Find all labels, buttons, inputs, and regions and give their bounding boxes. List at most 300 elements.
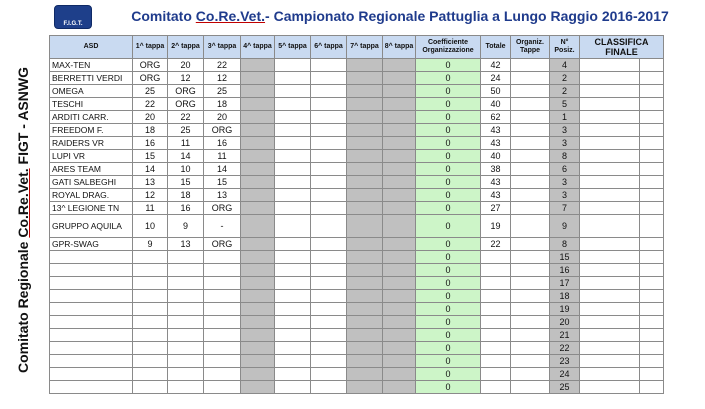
cell-tappa-4: [241, 238, 275, 251]
cell-tappa-1: 12: [133, 189, 168, 202]
cell-tappa-3: [204, 381, 241, 394]
header-tappa-1: 1^ tappa: [133, 36, 168, 59]
cell-asd: 13^ LEGIONE TN: [50, 202, 133, 215]
header-tappa-7: 7^ tappa: [347, 36, 383, 59]
cell-totale: [481, 381, 511, 394]
cell-tappa-7: [347, 202, 383, 215]
cell-tappa-2: [168, 355, 204, 368]
cell-tappa-6: [311, 163, 347, 176]
cell-coefficiente: 0: [416, 381, 481, 394]
cell-classifica-extra: [640, 98, 664, 111]
table-row: [50, 150, 664, 163]
cell-asd: ARDITI CARR.: [50, 111, 133, 124]
cell-tappa-5: [275, 215, 311, 238]
cell-tappa-5: [275, 290, 311, 303]
table-row: [50, 59, 664, 72]
cell-tappa-5: [275, 368, 311, 381]
cell-totale: 43: [481, 189, 511, 202]
cell-tappa-2: [168, 290, 204, 303]
header-tappa-5: 5^ tappa: [275, 36, 311, 59]
cell-classifica-extra: [640, 303, 664, 316]
cell-tappa-8: [383, 202, 416, 215]
cell-tappa-7: [347, 355, 383, 368]
cell-tappa-1: 13: [133, 176, 168, 189]
cell-tappa-1: [133, 290, 168, 303]
cell-classifica: [580, 176, 640, 189]
cell-classifica-extra: [640, 137, 664, 150]
cell-asd: BERRETTI VERDI: [50, 72, 133, 85]
cell-n-posiz: 3: [550, 124, 580, 137]
cell-asd: [50, 342, 133, 355]
cell-tappa-4: [241, 124, 275, 137]
cell-n-posiz: 3: [550, 176, 580, 189]
cell-n-posiz: 17: [550, 277, 580, 290]
cell-classifica: [580, 202, 640, 215]
cell-tappa-5: [275, 264, 311, 277]
cell-tappa-7: [347, 150, 383, 163]
cell-classifica-extra: [640, 238, 664, 251]
cell-classifica: [580, 215, 640, 238]
cell-tappa-3: [204, 264, 241, 277]
cell-tappa-2: 18: [168, 189, 204, 202]
header-classifica-finale: CLASSIFICA FINALE: [580, 36, 664, 59]
cell-asd: MAX-TEN: [50, 59, 133, 72]
cell-tappa-6: [311, 355, 347, 368]
cell-totale: [481, 303, 511, 316]
cell-asd: [50, 355, 133, 368]
header-row: [50, 36, 664, 59]
cell-tappa-1: [133, 303, 168, 316]
cell-asd: GPR-SWAG: [50, 238, 133, 251]
cell-tappa-3: 16: [204, 137, 241, 150]
table-row: [50, 342, 664, 355]
cell-tappa-6: [311, 85, 347, 98]
cell-tappa-7: [347, 215, 383, 238]
cell-totale: 19: [481, 215, 511, 238]
cell-tappa-6: [311, 238, 347, 251]
cell-tappa-5: [275, 137, 311, 150]
cell-tappa-3: [204, 329, 241, 342]
cell-classifica-extra: [640, 163, 664, 176]
cell-totale: 27: [481, 202, 511, 215]
cell-tappa-1: [133, 368, 168, 381]
cell-tappa-3: ORG: [204, 124, 241, 137]
cell-tappa-7: [347, 264, 383, 277]
cell-tappa-7: [347, 381, 383, 394]
cell-n-posiz: 2: [550, 85, 580, 98]
cell-classifica: [580, 381, 640, 394]
table-row: [50, 98, 664, 111]
cell-tappa-8: [383, 381, 416, 394]
cell-tappa-4: [241, 368, 275, 381]
cell-tappa-4: [241, 264, 275, 277]
cell-tappa-6: [311, 137, 347, 150]
cell-coefficiente: 0: [416, 176, 481, 189]
cell-tappa-3: 22: [204, 59, 241, 72]
cell-tappa-5: [275, 329, 311, 342]
cell-n-posiz: 25: [550, 381, 580, 394]
cell-classifica-extra: [640, 176, 664, 189]
cell-coefficiente: 0: [416, 72, 481, 85]
cell-coefficiente: 0: [416, 238, 481, 251]
cell-tappa-2: [168, 316, 204, 329]
table-row: [50, 355, 664, 368]
cell-coefficiente: 0: [416, 85, 481, 98]
cell-tappa-5: [275, 342, 311, 355]
cell-classifica: [580, 163, 640, 176]
cell-tappa-4: [241, 381, 275, 394]
cell-asd: RAIDERS VR: [50, 137, 133, 150]
cell-asd: [50, 368, 133, 381]
cell-tappa-8: [383, 329, 416, 342]
cell-tappa-6: [311, 303, 347, 316]
cell-tappa-1: ORG: [133, 59, 168, 72]
cell-tappa-1: [133, 277, 168, 290]
cell-tappa-4: [241, 329, 275, 342]
cell-tappa-5: [275, 59, 311, 72]
cell-tappa-2: [168, 303, 204, 316]
cell-tappa-6: [311, 329, 347, 342]
cell-tappa-6: [311, 202, 347, 215]
left-sidebar: [0, 0, 46, 409]
cell-organiz-tappe: [511, 251, 550, 264]
cell-coefficiente: 0: [416, 59, 481, 72]
cell-tappa-1: 16: [133, 137, 168, 150]
cell-asd: ROYAL DRAG.: [50, 189, 133, 202]
logo-text: F.I.G.T.: [63, 21, 83, 27]
cell-totale: [481, 251, 511, 264]
cell-tappa-6: [311, 150, 347, 163]
cell-tappa-2: 14: [168, 150, 204, 163]
cell-organiz-tappe: [511, 137, 550, 150]
cell-asd: [50, 290, 133, 303]
cell-coefficiente: 0: [416, 163, 481, 176]
header-tappa-4: 4^ tappa: [241, 36, 275, 59]
cell-tappa-3: 20: [204, 111, 241, 124]
cell-totale: [481, 316, 511, 329]
cell-asd: [50, 277, 133, 290]
cell-tappa-6: [311, 368, 347, 381]
cell-organiz-tappe: [511, 111, 550, 124]
cell-tappa-5: [275, 111, 311, 124]
cell-organiz-tappe: [511, 85, 550, 98]
cell-tappa-2: 9: [168, 215, 204, 238]
cell-n-posiz: 21: [550, 329, 580, 342]
cell-tappa-6: [311, 215, 347, 238]
cell-tappa-3: 25: [204, 85, 241, 98]
cell-tappa-3: [204, 355, 241, 368]
cell-tappa-8: [383, 342, 416, 355]
cell-n-posiz: 2: [550, 72, 580, 85]
cell-tappa-2: 10: [168, 163, 204, 176]
cell-tappa-5: [275, 72, 311, 85]
cell-asd: [50, 251, 133, 264]
cell-tappa-2: [168, 251, 204, 264]
cell-tappa-2: 13: [168, 238, 204, 251]
cell-totale: 62: [481, 111, 511, 124]
cell-coefficiente: 0: [416, 316, 481, 329]
cell-tappa-8: [383, 163, 416, 176]
cell-tappa-8: [383, 238, 416, 251]
cell-asd: FREEDOM F.: [50, 124, 133, 137]
cell-tappa-5: [275, 303, 311, 316]
header-tappa-8: 8^ tappa: [383, 36, 416, 59]
table-row: [50, 251, 664, 264]
cell-tappa-1: [133, 355, 168, 368]
cell-tappa-6: [311, 176, 347, 189]
cell-n-posiz: 5: [550, 98, 580, 111]
cell-totale: [481, 342, 511, 355]
cell-tappa-2: [168, 381, 204, 394]
cell-tappa-2: 12: [168, 72, 204, 85]
cell-tappa-3: 11: [204, 150, 241, 163]
table-row: [50, 368, 664, 381]
cell-tappa-5: [275, 277, 311, 290]
cell-totale: 22: [481, 238, 511, 251]
table-row: [50, 238, 664, 251]
cell-tappa-7: [347, 303, 383, 316]
cell-coefficiente: 0: [416, 202, 481, 215]
cell-tappa-3: 14: [204, 163, 241, 176]
cell-tappa-4: [241, 137, 275, 150]
cell-n-posiz: 22: [550, 342, 580, 355]
cell-tappa-6: [311, 124, 347, 137]
cell-tappa-3: [204, 342, 241, 355]
table-row: [50, 124, 664, 137]
cell-organiz-tappe: [511, 150, 550, 163]
cell-n-posiz: 8: [550, 150, 580, 163]
cell-tappa-4: [241, 215, 275, 238]
cell-classifica-extra: [640, 59, 664, 72]
cell-tappa-1: 10: [133, 215, 168, 238]
cell-classifica-extra: [640, 150, 664, 163]
table-row: [50, 329, 664, 342]
cell-asd: [50, 381, 133, 394]
cell-tappa-6: [311, 251, 347, 264]
table-row: [50, 202, 664, 215]
cell-asd: [50, 316, 133, 329]
cell-tappa-8: [383, 355, 416, 368]
cell-tappa-5: [275, 124, 311, 137]
cell-tappa-4: [241, 98, 275, 111]
cell-tappa-8: [383, 176, 416, 189]
cell-tappa-8: [383, 59, 416, 72]
cell-tappa-5: [275, 98, 311, 111]
cell-tappa-6: [311, 72, 347, 85]
cell-coefficiente: 0: [416, 329, 481, 342]
cell-tappa-3: [204, 277, 241, 290]
cell-totale: [481, 329, 511, 342]
cell-tappa-1: 14: [133, 163, 168, 176]
cell-tappa-7: [347, 59, 383, 72]
cell-tappa-5: [275, 85, 311, 98]
cell-tappa-4: [241, 355, 275, 368]
cell-coefficiente: 0: [416, 137, 481, 150]
cell-tappa-5: [275, 251, 311, 264]
cell-classifica: [580, 124, 640, 137]
cell-coefficiente: 0: [416, 189, 481, 202]
cell-coefficiente: 0: [416, 251, 481, 264]
cell-n-posiz: 6: [550, 163, 580, 176]
cell-tappa-4: [241, 277, 275, 290]
cell-classifica: [580, 277, 640, 290]
cell-tappa-7: [347, 277, 383, 290]
cell-tappa-4: [241, 251, 275, 264]
cell-coefficiente: 0: [416, 264, 481, 277]
cell-asd: [50, 264, 133, 277]
cell-coefficiente: 0: [416, 215, 481, 238]
cell-tappa-5: [275, 163, 311, 176]
cell-tappa-8: [383, 72, 416, 85]
sidebar-title: Comitato Regionale Co.Re.Vet. FIGT - ASNWG: [15, 67, 31, 373]
cell-tappa-2: 16: [168, 202, 204, 215]
cell-totale: 24: [481, 72, 511, 85]
cell-tappa-7: [347, 72, 383, 85]
cell-coefficiente: 0: [416, 111, 481, 124]
cell-tappa-5: [275, 176, 311, 189]
table-row: [50, 381, 664, 394]
cell-tappa-6: [311, 264, 347, 277]
page-title: Comitato Co.Re.Vet.- Campionato Regionale Pattuglia a Lungo Raggio 2016-2017: [131, 8, 669, 24]
cell-asd: TESCHI: [50, 98, 133, 111]
cell-tappa-4: [241, 316, 275, 329]
cell-coefficiente: 0: [416, 368, 481, 381]
table-row: [50, 277, 664, 290]
cell-tappa-4: [241, 150, 275, 163]
cell-tappa-7: [347, 111, 383, 124]
cell-tappa-7: [347, 368, 383, 381]
cell-tappa-3: -: [204, 215, 241, 238]
cell-organiz-tappe: [511, 215, 550, 238]
cell-asd: LUPI VR: [50, 150, 133, 163]
cell-tappa-6: [311, 342, 347, 355]
cell-organiz-tappe: [511, 342, 550, 355]
cell-totale: 40: [481, 98, 511, 111]
cell-tappa-2: 11: [168, 137, 204, 150]
cell-classifica: [580, 150, 640, 163]
cell-tappa-3: [204, 303, 241, 316]
cell-tappa-2: [168, 342, 204, 355]
cell-totale: [481, 264, 511, 277]
cell-organiz-tappe: [511, 202, 550, 215]
cell-classifica: [580, 111, 640, 124]
cell-n-posiz: 3: [550, 189, 580, 202]
cell-tappa-1: 11: [133, 202, 168, 215]
cell-organiz-tappe: [511, 163, 550, 176]
table-row: [50, 176, 664, 189]
cell-organiz-tappe: [511, 124, 550, 137]
cell-tappa-7: [347, 124, 383, 137]
cell-totale: 43: [481, 137, 511, 150]
cell-tappa-8: [383, 98, 416, 111]
cell-tappa-5: [275, 238, 311, 251]
cell-organiz-tappe: [511, 59, 550, 72]
cell-tappa-8: [383, 316, 416, 329]
cell-tappa-7: [347, 176, 383, 189]
cell-tappa-6: [311, 111, 347, 124]
cell-organiz-tappe: [511, 368, 550, 381]
cell-classifica: [580, 137, 640, 150]
cell-tappa-8: [383, 215, 416, 238]
cell-totale: 50: [481, 85, 511, 98]
cell-tappa-1: 18: [133, 124, 168, 137]
cell-totale: [481, 290, 511, 303]
cell-tappa-4: [241, 176, 275, 189]
cell-tappa-7: [347, 98, 383, 111]
header-tappa-2: 2^ tappa: [168, 36, 204, 59]
cell-tappa-2: [168, 264, 204, 277]
cell-tappa-8: [383, 303, 416, 316]
cell-tappa-7: [347, 137, 383, 150]
cell-classifica-extra: [640, 85, 664, 98]
cell-n-posiz: 3: [550, 137, 580, 150]
cell-coefficiente: 0: [416, 303, 481, 316]
cell-tappa-1: [133, 329, 168, 342]
cell-classifica-extra: [640, 215, 664, 238]
cell-classifica: [580, 303, 640, 316]
cell-tappa-6: [311, 290, 347, 303]
cell-classifica-extra: [640, 277, 664, 290]
header-coefficiente: Coefficiente Organizzazione: [416, 36, 481, 59]
cell-classifica: [580, 316, 640, 329]
cell-tappa-2: [168, 368, 204, 381]
cell-tappa-3: 15: [204, 176, 241, 189]
cell-classifica-extra: [640, 111, 664, 124]
cell-organiz-tappe: [511, 176, 550, 189]
cell-organiz-tappe: [511, 316, 550, 329]
cell-classifica-extra: [640, 381, 664, 394]
cell-coefficiente: 0: [416, 342, 481, 355]
cell-tappa-2: ORG: [168, 85, 204, 98]
cell-classifica: [580, 238, 640, 251]
table-row: [50, 189, 664, 202]
cell-organiz-tappe: [511, 189, 550, 202]
table-row: [50, 72, 664, 85]
cell-tappa-5: [275, 316, 311, 329]
cell-totale: 43: [481, 124, 511, 137]
cell-organiz-tappe: [511, 290, 550, 303]
table-row: [50, 85, 664, 98]
cell-tappa-4: [241, 163, 275, 176]
cell-tappa-7: [347, 251, 383, 264]
cell-organiz-tappe: [511, 303, 550, 316]
cell-classifica-extra: [640, 290, 664, 303]
cell-classifica-extra: [640, 202, 664, 215]
cell-tappa-2: 20: [168, 59, 204, 72]
cell-coefficiente: 0: [416, 277, 481, 290]
cell-tappa-4: [241, 72, 275, 85]
cell-tappa-8: [383, 368, 416, 381]
header-tappa-6: 6^ tappa: [311, 36, 347, 59]
cell-tappa-5: [275, 150, 311, 163]
cell-tappa-4: [241, 202, 275, 215]
cell-tappa-8: [383, 150, 416, 163]
header-asd: ASD: [50, 36, 133, 59]
cell-n-posiz: 7: [550, 202, 580, 215]
cell-tappa-3: 13: [204, 189, 241, 202]
cell-tappa-3: [204, 368, 241, 381]
figt-logo: [54, 5, 92, 29]
cell-organiz-tappe: [511, 72, 550, 85]
table-row: [50, 137, 664, 150]
cell-classifica-extra: [640, 329, 664, 342]
cell-classifica: [580, 251, 640, 264]
cell-n-posiz: 24: [550, 368, 580, 381]
cell-n-posiz: 8: [550, 238, 580, 251]
cell-classifica: [580, 98, 640, 111]
cell-tappa-2: ORG: [168, 98, 204, 111]
cell-asd: GATI SALBEGHI: [50, 176, 133, 189]
